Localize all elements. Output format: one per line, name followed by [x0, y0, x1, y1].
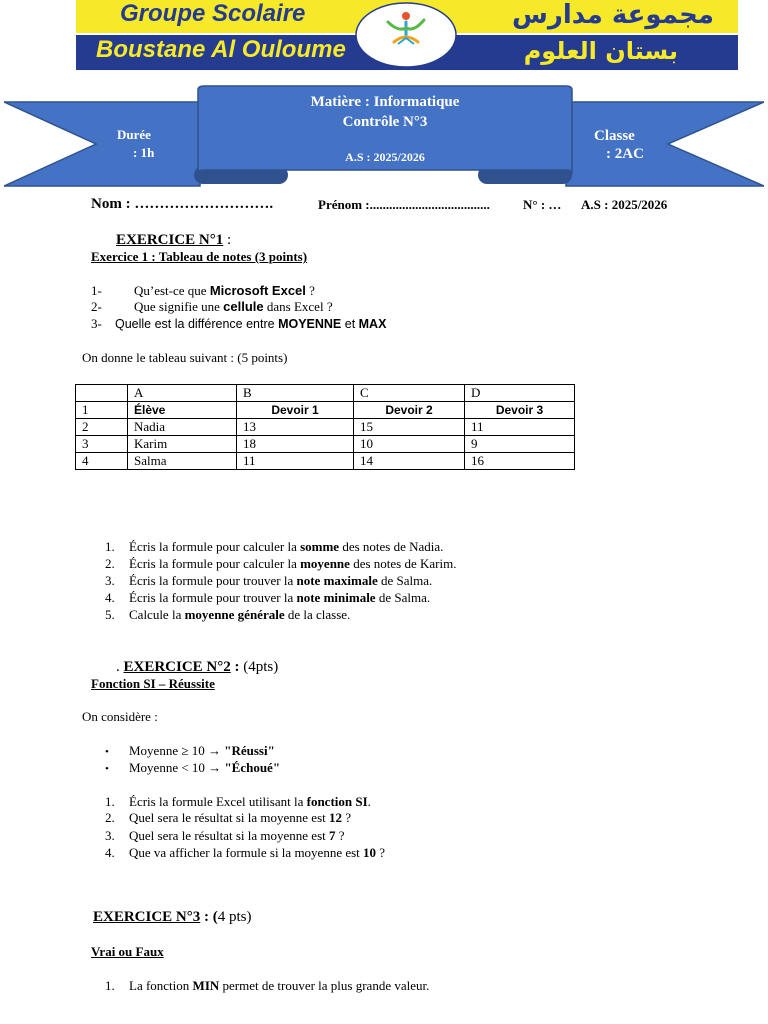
school-name-ar-line2: بستان العلوم: [523, 37, 678, 65]
task-item: [105, 607, 350, 623]
task-text: Écris la formule pour trouver la: [129, 573, 297, 588]
table-cell: 10: [354, 436, 465, 453]
grades-table: [75, 384, 575, 470]
duration-label: Durée: [117, 127, 151, 142]
task-keyword: somme: [300, 539, 340, 554]
question-text: Quel sera le résultat si la moyenne est: [129, 810, 329, 825]
school-name-fr-line2: Boustane Al Ouloume: [96, 36, 346, 63]
question-text: Que va afficher la formule si la moyenne est: [129, 845, 364, 860]
task-number: 3.: [105, 573, 115, 588]
question-keyword: cellule: [223, 299, 264, 314]
table-cell: 4: [76, 453, 128, 470]
exercise1-subtitle: Exercice 1 : Tableau de notes (3 points): [91, 249, 308, 264]
question-text: Quelle est la différence entre: [115, 317, 279, 331]
table-header-cell: Devoir 3: [465, 402, 575, 419]
question-number: 3-: [91, 316, 102, 331]
question-keyword-2: MAX: [358, 317, 387, 331]
question-text-end: ?: [305, 283, 315, 298]
task-text-end: de la classe.: [284, 607, 351, 622]
number-field[interactable]: N° : …: [523, 197, 562, 212]
question-keyword: Microsoft Excel: [209, 283, 306, 298]
task-text: Écris la formule pour calculer la: [129, 539, 301, 554]
table-header-cell: Devoir 2: [354, 402, 465, 419]
question-text-mid: et: [341, 317, 359, 331]
task-text-end: de Salma.: [375, 590, 431, 605]
task-item: [105, 573, 432, 589]
school-banner: [76, 0, 738, 70]
table-cell: 3: [76, 436, 128, 453]
exercise2-prefix: .: [116, 659, 124, 675]
exercise2-subtitle: Fonction SI – Réussite: [91, 676, 215, 691]
ribbon-left-tail: [4, 102, 200, 186]
exercise2-points: (4pts): [239, 659, 279, 675]
school-name-ar-line1: مجموعة مدارس: [511, 0, 714, 30]
table-cell: 13: [237, 419, 354, 436]
question-text-end: ?: [342, 810, 352, 825]
exercise3-heading: [93, 908, 252, 926]
question-keyword: 12: [329, 810, 342, 825]
exercise1-title: EXERCICE N°1: [116, 232, 224, 248]
question-keyword: fonction SI: [306, 794, 368, 809]
question-keyword: MOYENNE: [278, 317, 342, 331]
task-number: 2.: [105, 556, 115, 571]
table-cell: 11: [237, 453, 354, 470]
task-text-end: de Salma.: [377, 573, 433, 588]
question-text: Quel sera le résultat si la moyenne est: [129, 828, 329, 843]
table-row: [76, 419, 575, 436]
condition-bullet: [105, 760, 280, 777]
question-text: La fonction: [129, 978, 193, 993]
table-cell: 2: [76, 419, 128, 436]
task-item: [105, 539, 443, 555]
table-cell: B: [237, 385, 354, 402]
arrow-icon: →: [208, 760, 222, 775]
task-number: 5.: [105, 607, 115, 622]
table-cell: Salma: [128, 453, 237, 470]
question-keyword: MIN: [192, 978, 220, 993]
question-item: [105, 978, 429, 994]
condition-result: "Réussi": [220, 743, 275, 758]
question-number: 1.: [105, 978, 115, 993]
question-item: [91, 316, 386, 332]
question-item: [105, 845, 385, 861]
question-item: [105, 794, 371, 810]
task-keyword: moyenne: [300, 556, 350, 571]
task-keyword: note minimale: [296, 590, 376, 605]
table-row: [76, 402, 575, 419]
question-keyword: 10: [363, 845, 377, 860]
exercise2-intro: On considère :: [82, 709, 158, 724]
table-row: [76, 385, 575, 402]
table-cell: [76, 385, 128, 402]
question-text: Qu’est-ce que: [134, 283, 210, 298]
table-cell: 14: [354, 453, 465, 470]
question-number: 1-: [91, 283, 102, 298]
task-keyword: moyenne générale: [184, 607, 285, 622]
condition-text: Moyenne ≥ 10: [129, 743, 208, 758]
question-number: 2-: [91, 299, 102, 314]
table-row: [76, 436, 575, 453]
table-cell: D: [465, 385, 575, 402]
task-text-end: des notes de Nadia.: [339, 539, 444, 554]
exercise3-subtitle: Vrai ou Faux: [91, 944, 164, 959]
table-cell: 16: [465, 453, 575, 470]
task-text: Écris la formule pour calculer la: [129, 556, 301, 571]
question-item: [105, 828, 345, 844]
school-logo: [354, 2, 458, 68]
class-value: : 2AC: [606, 146, 644, 162]
ribbon-school-year: A.S : 2025/2026: [345, 150, 425, 164]
task-number: 1.: [105, 539, 115, 554]
question-text-end: .: [367, 794, 371, 809]
task-text-end: des notes de Karim.: [349, 556, 457, 571]
exercise2-colon: :: [230, 659, 240, 675]
table-cell: C: [354, 385, 465, 402]
table-cell: 11: [465, 419, 575, 436]
task-number: 4.: [105, 590, 115, 605]
exercise3-title: EXERCICE N°3: [93, 909, 201, 925]
task-item: [105, 590, 430, 606]
question-number: 2.: [105, 810, 115, 825]
question-number: 1.: [105, 794, 115, 809]
table-header-cell: Devoir 1: [237, 402, 354, 419]
exam-title: Contrôle N°3: [342, 114, 428, 130]
task-keyword: note maximale: [296, 573, 378, 588]
condition-result: "Échoué": [221, 760, 281, 775]
question-text-end: dans Excel ?: [263, 299, 333, 314]
table-cell: 15: [354, 419, 465, 436]
bullet-dot: •: [105, 763, 109, 775]
question-number: 4.: [105, 845, 115, 860]
school-name-fr-line1: Groupe Scolaire: [120, 0, 306, 27]
table-cell: 9: [465, 436, 575, 453]
question-text-end: ?: [376, 845, 386, 860]
task-text: Calcule la: [129, 607, 185, 622]
arrow-icon: →: [207, 743, 221, 758]
question-text: Écris la formule Excel utilisant la: [129, 794, 307, 809]
condition-bullet: [105, 743, 275, 760]
class-label: Classe: [594, 128, 635, 144]
table-cell: Karim: [128, 436, 237, 453]
exercise1-title-suffix: :: [223, 232, 232, 248]
table-intro: On donne le tableau suivant : (5 points): [82, 350, 288, 365]
condition-text: Moyenne < 10: [129, 760, 209, 775]
task-item: [105, 556, 456, 572]
question-text-end: ?: [335, 828, 345, 843]
task-text: Écris la formule pour trouver la: [129, 590, 297, 605]
table-cell: A: [128, 385, 237, 402]
exercise3-colon: : (: [200, 909, 218, 925]
firstname-field[interactable]: Prénom :.....................................: [318, 197, 490, 212]
table-cell: 1: [76, 402, 128, 419]
question-number: 3.: [105, 828, 115, 843]
table-cell: Nadia: [128, 419, 237, 436]
question-text-end: permet de trouver la plus grande valeur.: [219, 978, 430, 993]
subject-title: Matière : Informatique: [310, 94, 460, 110]
table-cell: 18: [237, 436, 354, 453]
exercise1-heading: [116, 231, 231, 249]
duration-value: : 1h: [133, 145, 155, 160]
question-text: Que signifie une: [134, 299, 224, 314]
table-row: [76, 453, 575, 470]
bullet-dot: •: [105, 746, 109, 758]
name-field[interactable]: Nom : ……………………….: [91, 196, 274, 212]
question-item: [91, 283, 315, 299]
question-item: [91, 299, 333, 315]
identity-school-year: A.S : 2025/2026: [581, 197, 668, 212]
exercise2-title: EXERCICE N°2: [123, 659, 231, 675]
table-header-cell: Élève: [128, 402, 237, 419]
exercise3-points: 4 pts): [217, 909, 252, 925]
question-keyword: 7: [329, 828, 336, 843]
question-item: [105, 810, 351, 826]
exercise2-heading: [116, 658, 278, 676]
